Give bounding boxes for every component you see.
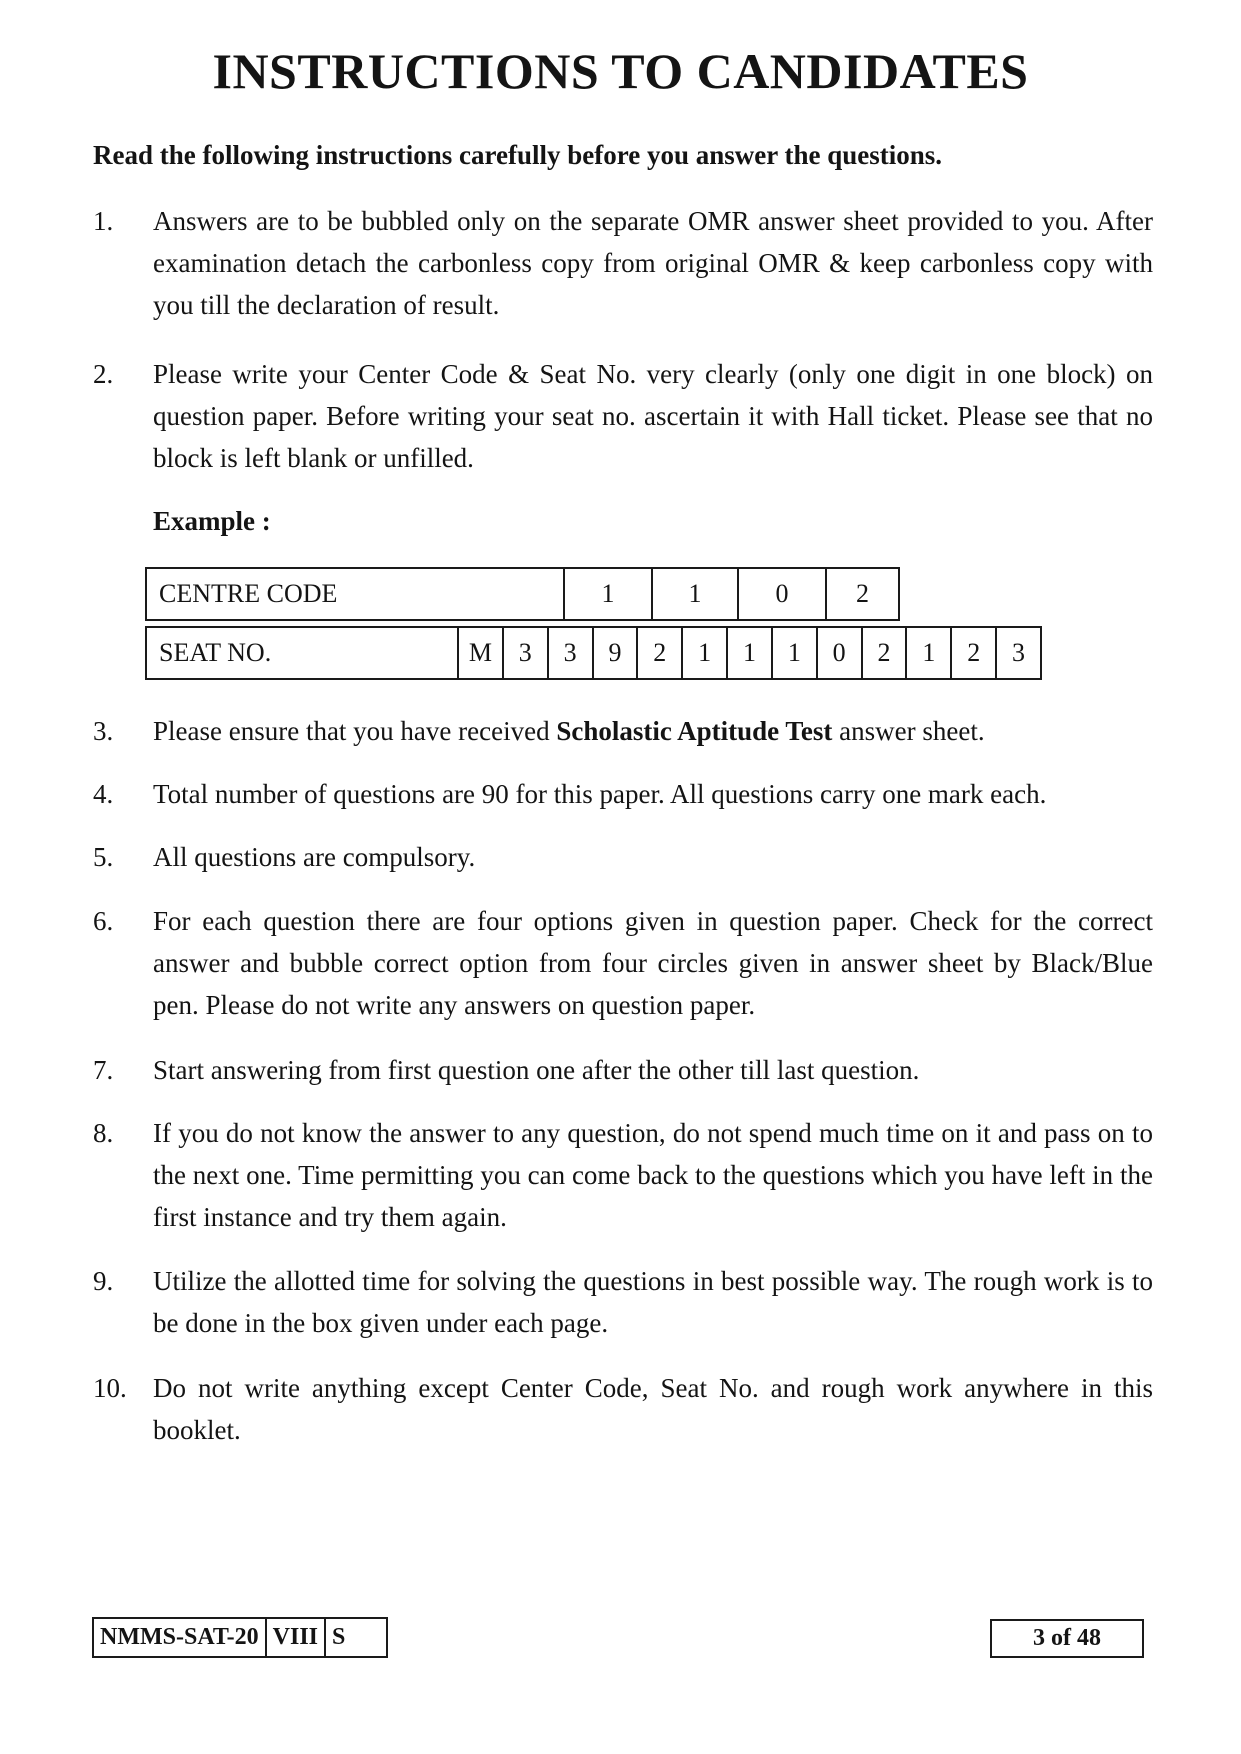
instruction-text-part: answer sheet. — [832, 716, 985, 746]
instruction-text: Do not write anything except Center Code, Seat No. and rough work anywhere in this booklet. — [153, 1373, 1153, 1445]
standard-code: VIII — [265, 1619, 324, 1656]
seat-no-char: 3 — [502, 628, 547, 678]
instruction-number: 5. — [93, 842, 114, 872]
seat-no-char: 2 — [861, 628, 906, 678]
instruction-text: Total number of questions are 90 for this paper. All questions carry one mark each. — [153, 779, 1047, 809]
centre-code-label: CENTRE CODE — [159, 579, 338, 608]
instruction-number: 9. — [93, 1266, 114, 1296]
instruction-number: 4. — [93, 779, 114, 809]
instruction-number: 10. — [93, 1373, 127, 1403]
instruction-number: 7. — [93, 1055, 114, 1085]
seat-no-char: 0 — [816, 628, 861, 678]
instruction-text — [153, 710, 1153, 752]
instruction-text: For each question there are four options given in question paper. Check for the correct answer and bubble correct option from four circles given in answer sheet by Black/Blue pen. Please do not write any answers on question paper. — [153, 906, 1153, 1020]
example-label: Example : — [153, 506, 271, 536]
centre-code-digit: 1 — [563, 569, 651, 619]
seat-no-char: 1 — [771, 628, 816, 678]
instruction-text: Start answering from first question one after the other till last question. — [153, 1055, 920, 1085]
paper-code: NMMS-SAT-20 — [100, 1624, 259, 1650]
instruction-number: 6. — [93, 906, 114, 936]
page-number-box: 3 of 48 — [990, 1619, 1144, 1658]
seat-no-label: SEAT NO. — [159, 638, 272, 667]
instruction-number: 2. — [93, 359, 114, 389]
seat-no-char: 9 — [592, 628, 637, 678]
centre-code-digit: 0 — [737, 569, 825, 619]
lead-instruction: Read the following instructions carefully before you answer the questions. — [93, 140, 943, 170]
seat-no-char: M — [457, 628, 502, 678]
instruction-text: If you do not know the answer to any question, do not spend much time on it and pass on to the next one. Time permitting you can come back to the questions which you have left in the first instance and try them again. — [153, 1118, 1153, 1232]
seat-no-char: 3 — [547, 628, 592, 678]
seat-no-char: 1 — [905, 628, 950, 678]
seat-no-char: 1 — [681, 628, 726, 678]
page-title: INSTRUCTIONS TO CANDIDATES — [212, 43, 1029, 99]
instruction-text: Answers are to be bubbled only on the separate OMR answer sheet provided to you. After examination detach the carbonless copy from original OMR & keep carbonless copy with you till the declaration of result. — [153, 206, 1153, 320]
set-code: S — [324, 1619, 386, 1656]
instruction-number: 8. — [93, 1118, 114, 1148]
instruction-text: Please write your Center Code & Seat No. very clearly (only one digit in one block) on question paper. Before writing your seat no. ascertain it with Hall ticket. Please see that no block is left blank or unfilled. — [153, 359, 1153, 473]
seat-no-char: 2 — [636, 628, 681, 678]
instruction-text: Utilize the allotted time for solving the questions in best possible way. The rough work is to be done in the box given under each page. — [153, 1266, 1153, 1338]
instruction-number: 1. — [93, 206, 114, 236]
seat-no-box — [145, 626, 1042, 680]
centre-code-digit: 2 — [825, 569, 898, 619]
centre-code-digit: 1 — [651, 569, 737, 619]
instruction-text-part: Please ensure that you have received — [153, 716, 557, 746]
instruction-number: 3. — [93, 716, 114, 746]
paper-code-box — [92, 1617, 388, 1658]
seat-no-char: 2 — [950, 628, 995, 678]
seat-no-char: 1 — [726, 628, 771, 678]
centre-code-box — [145, 567, 900, 621]
instruction-bold-term: Scholastic Aptitude Test — [556, 716, 833, 746]
seat-no-char: 3 — [995, 628, 1040, 678]
instruction-text: All questions are compulsory. — [153, 842, 476, 872]
